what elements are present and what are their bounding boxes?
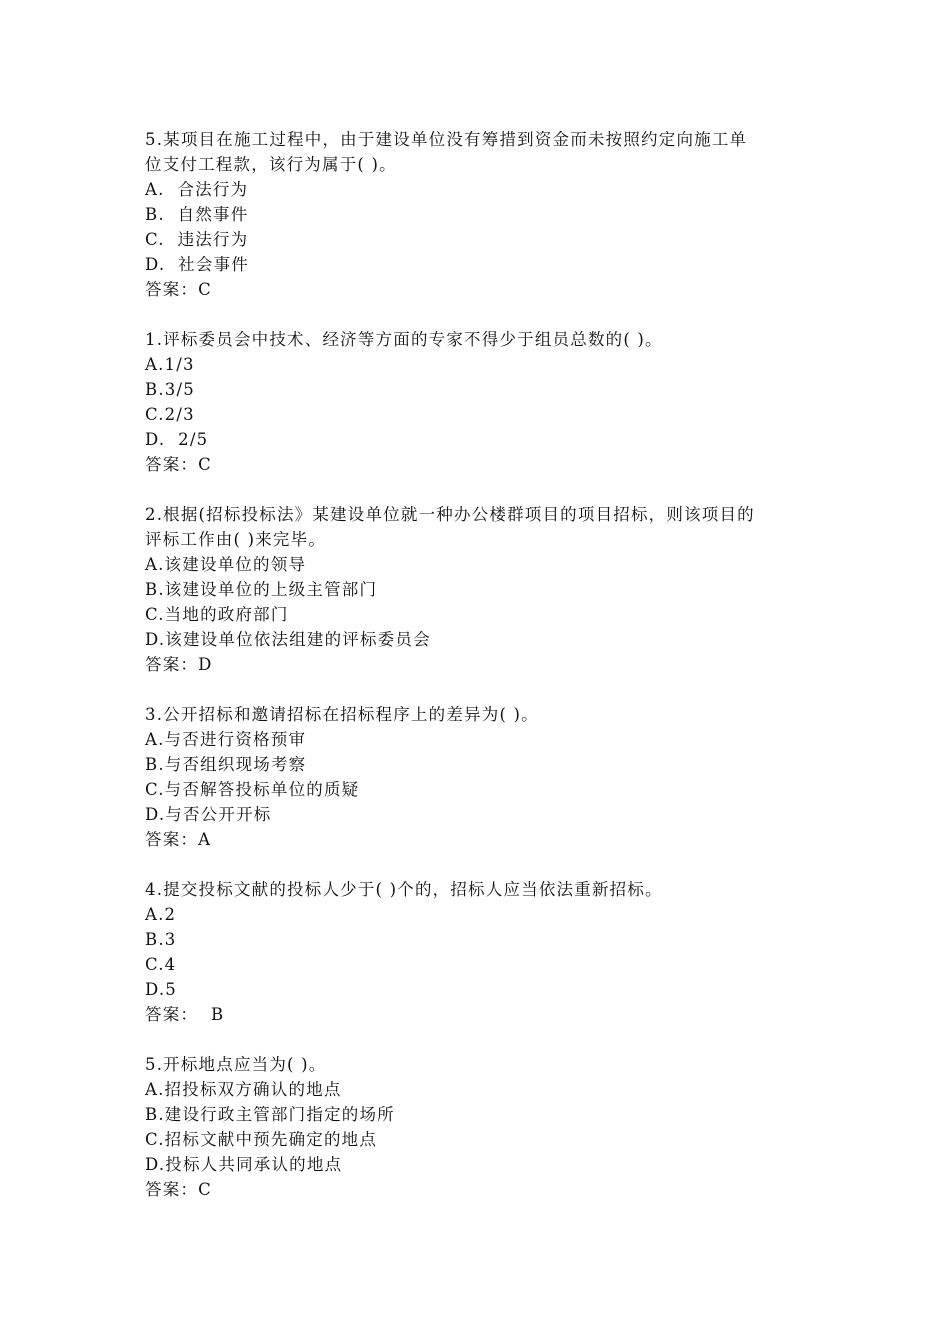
option-a: A.2: [145, 905, 177, 924]
option-d: D.5: [145, 980, 177, 999]
option-b: B.3: [145, 930, 177, 949]
question-stem: 3.公开招标和邀请招标在招标程序上的差异为( )。: [145, 705, 539, 724]
document-page: [145, 127, 825, 1227]
option-c: C.4: [145, 955, 177, 974]
option-b: B. 自然事件: [145, 205, 249, 224]
option-c: C. 违法行为: [145, 230, 249, 249]
answer-line: 答案：C: [145, 455, 212, 474]
option-b: B.3/5: [145, 380, 195, 399]
question-block: [145, 1052, 825, 1202]
question-block: [145, 327, 825, 477]
option-a: A. 合法行为: [145, 180, 249, 199]
option-b: B.该建设单位的上级主管部门: [145, 580, 378, 599]
option-c: C.2/3: [145, 405, 195, 424]
answer-line: 答案：A: [145, 830, 212, 849]
option-b: B.建设行政主管部门指定的场所: [145, 1105, 395, 1124]
option-c: C.当地的政府部门: [145, 605, 289, 624]
question-stem: 位支付工程款，该行为属于( )。: [145, 155, 397, 174]
question-stem: 1.评标委员会中技术、经济等方面的专家不得少于组员总数的( )。: [145, 330, 663, 349]
option-d: D. 社会事件: [145, 255, 249, 274]
question-block: [145, 702, 825, 852]
option-d: D. 2/5: [145, 430, 209, 449]
answer-line: 答案：C: [145, 280, 212, 299]
question-stem: 5.开标地点应当为( )。: [145, 1055, 327, 1074]
option-b: B.与否组织现场考察: [145, 755, 307, 774]
option-a: A.招投标双方确认的地点: [145, 1080, 342, 1099]
question-block: [145, 877, 825, 1027]
question-block: [145, 127, 825, 302]
option-c: C.与否解答投标单位的质疑: [145, 780, 360, 799]
question-stem: 5.某项目在施工过程中，由于建设单位没有筹措到资金而未按照约定向施工单: [145, 130, 748, 149]
question-stem: 4.提交投标文献的投标人少于( )个的，招标人应当依法重新招标。: [145, 880, 663, 899]
option-c: C.招标文献中预先确定的地点: [145, 1130, 378, 1149]
option-d: D.与否公开开标: [145, 805, 272, 824]
option-a: A.该建设单位的领导: [145, 555, 307, 574]
question-block: [145, 502, 825, 677]
question-stem: 2.根据(招标投标法》某建设单位就一种办公楼群项目的项目招标，则该项目的: [145, 505, 755, 524]
option-d: D.投标人共同承认的地点: [145, 1155, 343, 1174]
question-stem: 评标工作由( )来完毕。: [145, 530, 327, 549]
answer-line: 答案：C: [145, 1180, 212, 1199]
option-a: A.与否进行资格预审: [145, 730, 307, 749]
option-a: A.1/3: [145, 355, 195, 374]
option-d: D.该建设单位依法组建的评标委员会: [145, 630, 431, 649]
answer-line: 答案： B: [145, 1005, 225, 1024]
answer-line: 答案：D: [145, 655, 213, 674]
